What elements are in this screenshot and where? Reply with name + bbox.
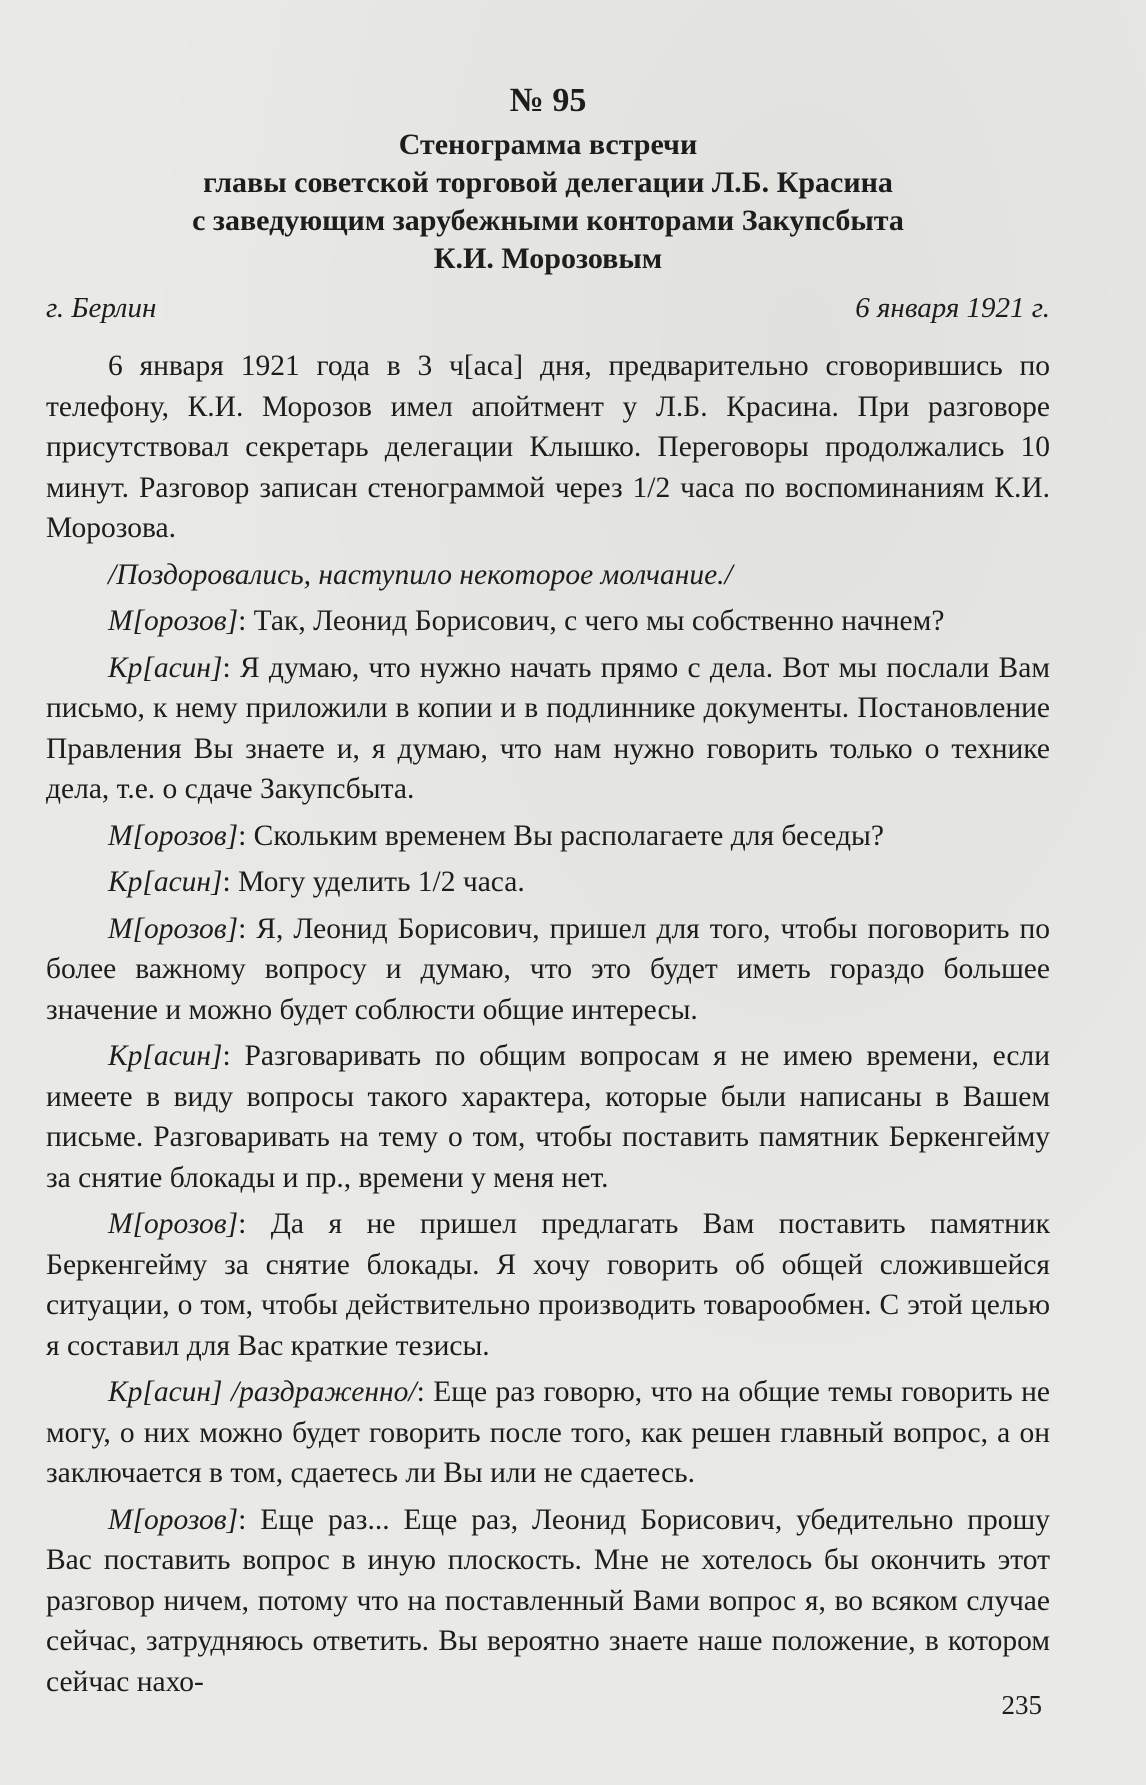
dialogue-line: [46, 1204, 1050, 1366]
utterance: : Разговаривать по общим вопросам я не имею времени, если имеете в виду вопросы такого характера, которые были написаны в Вашем письме. Разговаривать на тему о том, чтобы поставить памятник Беркенгейму за снятие блокады и пр., времени у меня нет.: [46, 1040, 1050, 1194]
place: г. Берлин: [46, 292, 157, 324]
utterance: : Я, Леонид Борисович, пришел для того, чтобы поговорить по более важному вопросу и думаю, что это будет иметь гораздо большее значение и можно будет соблюсти общие интересы.: [46, 912, 1050, 1026]
speaker: М[орозов]: [108, 912, 239, 945]
utterance: : Еще раз... Еще раз, Леонид Борисович, убедительно прошу Вас поставить вопрос в иную плоскость. Мне не хотелось бы окончить этот разговор ничем, потому что на поставленный Вами вопрос я, во всяком случае сейчас, затрудняюсь ответить. Вы вероятно знаете наше положение, в котором сейчас нахо-: [46, 1503, 1050, 1698]
body-text: [46, 346, 1050, 1702]
title-line: К.И. Морозовым: [433, 242, 663, 275]
speaker: М[орозов]: [108, 819, 239, 852]
speaker: М[орозов]: [108, 1208, 239, 1240]
document-title: [46, 126, 1050, 278]
utterance: : Да я не пришел предлагать Вам поставить памятник Беркенгейму за снятие блокады. Я хочу говорить об общей сложившейся ситуации, о том, чтобы действительно производить товарообмен. С этой целью я составил для Вас краткие тезисы.: [46, 1208, 1050, 1362]
title-line: с заведующим зарубежными конторами Закупсбыта: [192, 204, 904, 237]
speaker: Кр[асин]: [108, 1040, 223, 1072]
dialogue-line: [46, 816, 1050, 857]
stage-note: /Поздоровались, наступило некоторое молчание./: [108, 558, 733, 591]
title-line: Стенограмма встречи: [398, 128, 698, 161]
utterance: : Так, Леонид Борисович, с чего мы собственно начнем?: [238, 605, 945, 637]
utterance: : Я думаю, что нужно начать прямо с дела. Вот мы послали Вам письмо, к нему приложили в копии и в подлиннике документы. Постановление Правления Вы знаете и, я думаю, что нам нужно говорить только о технике дела, т.е. о сдаче Закупсбыта.: [46, 651, 1050, 805]
dialogue-line: [46, 862, 1050, 903]
document-number: № 95: [509, 82, 587, 119]
intro-paragraph: 6 января 1921 года в 3 ч[аса] дня, предварительно сговорившись по телефону, К.И. Морозов имел апойтмент у Л.Б. Красина. При разговоре присутствовал секретарь делегации Клышко. Переговоры продолжались 10 минут. Разговор записан стенограммой через 1/2 часа по воспоминаниям К.И. Морозова.: [46, 350, 1050, 544]
dialogue-line: [46, 909, 1050, 1031]
title-line: главы советской торговой делегации Л.Б. Красина: [203, 166, 893, 199]
page-number: 235: [1001, 1690, 1042, 1720]
dialogue-line: [46, 648, 1050, 810]
date: 6 января 1921 г.: [855, 292, 1050, 324]
speaker: М[орозов]: [108, 605, 239, 637]
speaker: Кр[асин]: [108, 866, 223, 898]
utterance: : Еще раз говорю, что на общие темы говорить не могу, о них можно будет говорить после того, как решен главный вопрос, а он заключается в том, сдаетесь ли Вы или не сдаетесь.: [46, 1376, 1050, 1489]
place-date-line: [46, 288, 1050, 328]
speaker: Кр[асин]: [108, 651, 223, 684]
utterance: : Скольким временем Вы располагаете для беседы?: [238, 819, 884, 852]
dialogue-line: [46, 1372, 1050, 1494]
dialogue-line: [46, 1500, 1050, 1703]
dialogue-line: [46, 1036, 1050, 1198]
utterance: : Могу уделить 1/2 часа.: [222, 866, 525, 898]
speaker: М[орозов]: [108, 1503, 239, 1536]
dialogue-line: [46, 601, 1050, 642]
speaker: Кр[асин] /раздраженно/: [108, 1376, 417, 1408]
